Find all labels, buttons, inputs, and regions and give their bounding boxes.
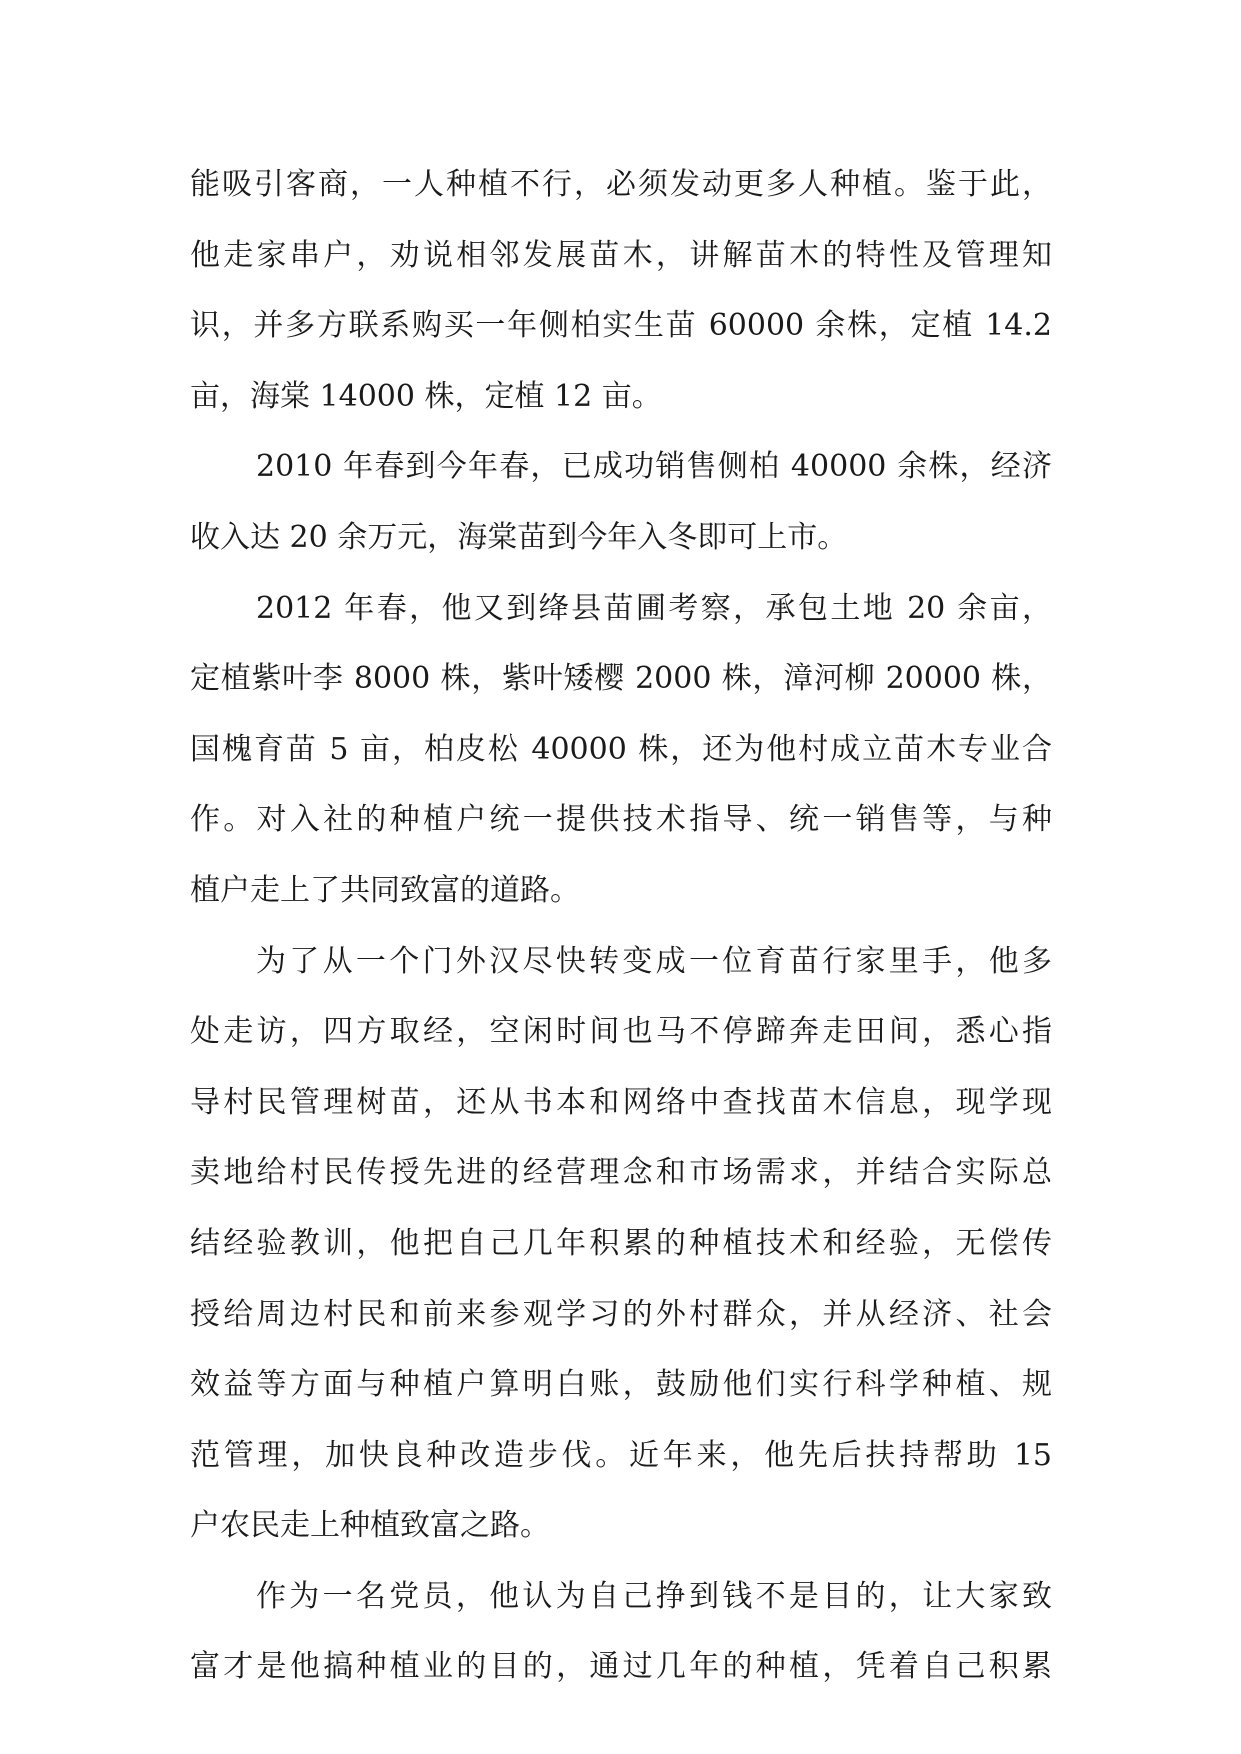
paragraph-1-line-1: 能吸引客商，一人种植不行，必须发动更多人种植。鉴于此， <box>190 167 1052 202</box>
paragraph-4-line-2: 处走访，四方取经，空闲时间也马不停蹄奔走田间，悉心指 <box>190 1014 1052 1050</box>
paragraph-1-line-2: 他走家串户，劝说相邻发展苗木，讲解苗木的特性及管理知 <box>190 237 1052 273</box>
paragraph-1-line-3: 识，并多方联系购买一年侧柏实生苗 60000 余株，定植 14.2 <box>190 308 1052 344</box>
paragraph-4-line-6: 授给周边村民和前来参观学习的外村群众，并从经济、社会 <box>190 1296 1052 1332</box>
paragraph-2-line-1: 2010 年春到今年春，已成功销售侧柏 40000 余株，经济 <box>256 449 1052 485</box>
paragraph-3-line-1: 2012 年春，他又到绛县苗圃考察，承包土地 20 余亩， <box>256 590 1052 626</box>
paragraph-3-line-4: 作。对入社的种植户统一提供技术指导、统一销售等，与种 <box>190 802 1052 838</box>
paragraph-3-line-2: 定植紫叶李 8000 株，紫叶矮樱 2000 株，漳河柳 20000 株， <box>190 661 1052 697</box>
paragraph-3-line-3: 国槐育苗 5 亩，柏皮松 40000 株，还为他村成立苗木专业合 <box>190 731 1052 767</box>
paragraph-4-line-3: 导村民管理树苗，还从书本和网络中查找苗木信息，现学现 <box>190 1084 1052 1120</box>
paragraph-4-line-4: 卖地给村民传授先进的经营理念和市场需求，并结合实际总 <box>190 1155 1052 1191</box>
paragraph-4-line-1: 为了从一个门外汉尽快转变成一位育苗行家里手，他多 <box>256 943 1052 979</box>
body-text <box>190 150 1052 1703</box>
paragraph-5-line-1: 作为一名党员，他认为自己挣到钱不是目的，让大家致 <box>256 1578 1052 1614</box>
paragraph-2-line-2: 收入达 20 余万元，海棠苗到今年入冬即可上市。 <box>190 519 848 555</box>
paragraph-4-line-8: 范管理，加快良种改造步伐。近年来，他先后扶持帮助 15 <box>190 1437 1052 1473</box>
paragraph-4-line-9: 户农民走上种植致富之路。 <box>190 1508 550 1544</box>
paragraph-5-line-2: 富才是他搞种植业的目的，通过几年的种植，凭着自己积累 <box>190 1649 1052 1685</box>
paragraph-3-line-5: 植户走上了共同致富的道路。 <box>190 872 580 908</box>
paragraph-1-line-4: 亩，海棠 14000 株，定植 12 亩。 <box>190 378 662 414</box>
paragraph-4-line-5: 结经验教训，他把自己几年积累的种植技术和经验，无偿传 <box>190 1225 1052 1261</box>
paragraph-4-line-7: 效益等方面与种植户算明白账，鼓励他们实行科学种植、规 <box>190 1367 1052 1403</box>
